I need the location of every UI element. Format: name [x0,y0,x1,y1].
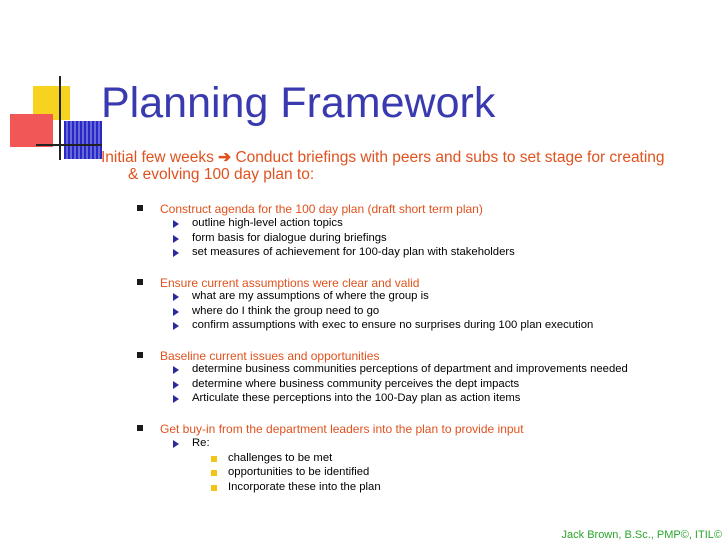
section-title: Ensure current assumptions were clear and valid [160,276,420,290]
sub-bullet [173,322,179,330]
sub-bullet [173,395,179,403]
list-item: Re: [192,437,210,449]
section-title: Get buy-in from the department leaders into the plan to provide input [160,422,524,436]
page-title: Planning Framework [101,79,496,127]
list-item: Articulate these perceptions into the 100-Day plan as action items [192,392,521,404]
section-bullet [137,425,143,431]
yellow-bullet [211,470,217,476]
right-arrow-icon: ➔ [218,149,232,166]
section-bullet [137,352,143,358]
sub-bullet [173,308,179,316]
list-item: set measures of achievement for 100-day plan with stakeholders [192,246,515,258]
list-item: determine business communities perceptions of department and improvements needed [192,363,628,375]
sub-bullet [173,293,179,301]
decorative-logo [0,0,110,170]
list-item: where do I think the group need to go [192,305,380,317]
section-title: Baseline current issues and opportunities [160,349,380,363]
list-item: determine where business community perceives the dept impacts [192,378,520,390]
section-bullet [137,279,143,285]
sub-bullet [173,440,179,448]
sub-bullet [173,381,179,389]
footer-credit: Jack Brown, B.Sc., PMP©, ITIL© [561,529,722,541]
sub-bullet [173,366,179,374]
sub-bullet [173,235,179,243]
list-item: form basis for dialogue during briefings [192,232,387,244]
intro-line2: & evolving 100 day plan to: [128,166,315,183]
vertical-rule [59,76,61,160]
list-item: what are my assumptions of where the group is [192,290,429,302]
red-block [10,114,53,147]
section-bullet [137,205,143,211]
sub-bullet [173,249,179,257]
intro-line1-end: Conduct briefings with peers and subs to set stage for creating [231,149,665,166]
intro-line1-start: Initial few weeks [101,149,219,166]
yellow-bullet [211,485,217,491]
sub-bullet [173,220,179,228]
section-title: Construct agenda for the 100 day plan (draft short term plan) [160,202,483,216]
list-item: outline high-level action topics [192,217,343,229]
yellow-bullet [211,456,217,462]
list-subitem: Incorporate these into the plan [228,481,381,493]
horizontal-rule [36,144,102,146]
blue-block [64,121,102,159]
list-subitem: challenges to be met [228,452,333,464]
list-subitem: opportunities to be identified [228,466,370,478]
intro-text [101,149,711,183]
list-item: confirm assumptions with exec to ensure no surprises during 100 plan execution [192,319,594,331]
